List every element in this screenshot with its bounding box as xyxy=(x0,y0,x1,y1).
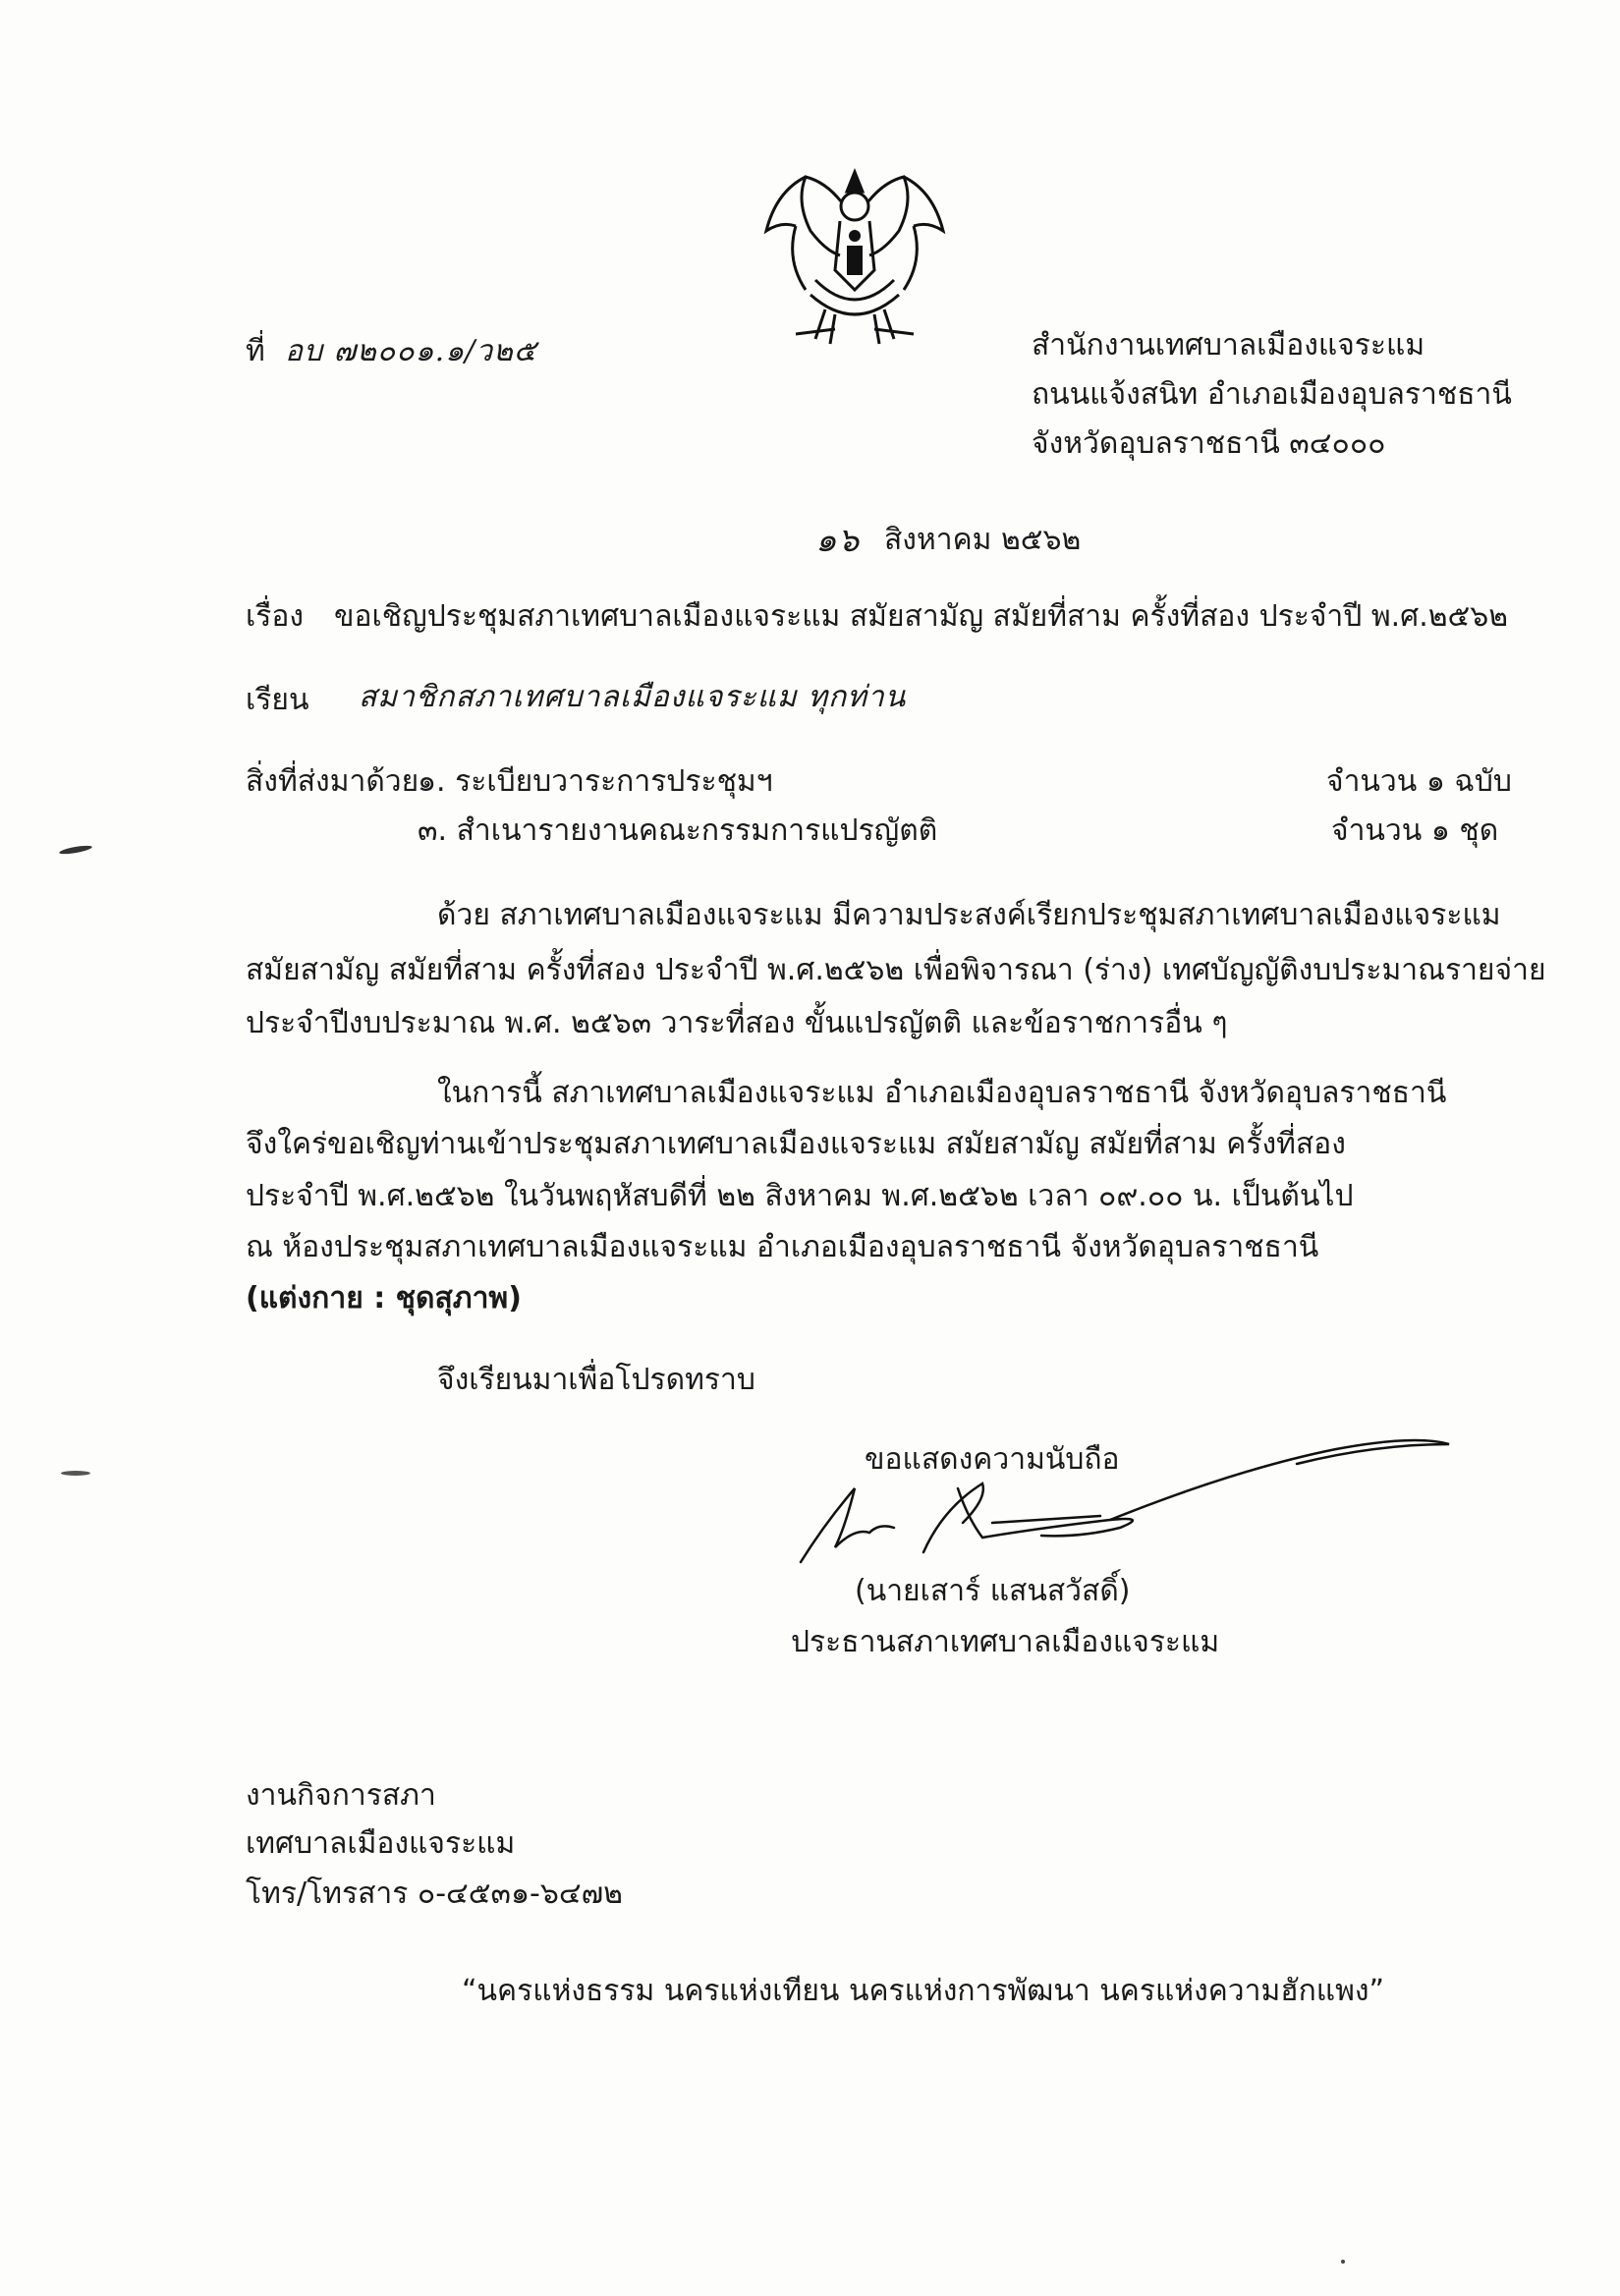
para1-line-2: สมัยสามัญ สมัยที่สาม ครั้งที่สอง ประจำปี พ.ศ.๒๕๖๒ เพื่อพิจารณา (ร่าง) เทศบัญญัติงบประมาณรายจ่าย xyxy=(246,953,1546,987)
subject-label: เรื่อง xyxy=(246,599,305,634)
regards-text: ขอแสดงความนับถือ xyxy=(865,1442,1120,1477)
para2-line-1: ในการนี้ สภาเทศบาลเมืองแจระแม อำเภอเมืองอุบลราชธานี จังหวัดอุบลราชธานี xyxy=(437,1076,1447,1110)
date-month-year: สิงหาคม ๒๕๖๒ xyxy=(884,523,1082,557)
para1-line-3: ประจำปีงบประมาณ พ.ศ. ๒๕๖๓ วาระที่สอง ขั้นแปรญัตติ และข้อราชการอื่น ๆ xyxy=(246,1006,1228,1040)
ref-number: อบ ๗๒๐๐๑.๑/ว๒๕ xyxy=(285,334,537,368)
para2-line-4: ณ ห้องประชุมสภาเทศบาลเมืองแจระแม อำเภอเมืองอุบลราชธานี จังหวัดอุบลราชธานี xyxy=(246,1230,1319,1264)
contact-dept: งานกิจการสภา xyxy=(246,1778,436,1813)
scan-dot xyxy=(1341,2260,1345,2264)
date-day: ๑๖ xyxy=(815,521,861,560)
to-label: เรียน xyxy=(246,683,309,717)
attachment-item: ๑. ระเบียบวาระการประชุมฯ xyxy=(418,764,773,799)
subject-text: ขอเชิญประชุมสภาเทศบาลเมืองแจระแม สมัยสามัญ สมัยที่สาม ครั้งที่สอง ประจำปี พ.ศ.๒๕๖๒ xyxy=(334,599,1509,634)
contact-org: เทศบาลเมืองแจระแม xyxy=(246,1826,516,1861)
dress-code: (แต่งกาย : ชุดสุภาพ) xyxy=(246,1281,522,1316)
signer-position: ประธานสภาเทศบาลเมืองแจระแม xyxy=(791,1625,1220,1659)
para2-line-2: จึงใคร่ขอเชิญท่านเข้าประชุมสภาเทศบาลเมืองแจระแม สมัยสามัญ สมัยที่สาม ครั้งที่สอง xyxy=(246,1127,1346,1161)
sender-line-2: ถนนแจ้งสนิท อำเภอเมืองอุบลราชธานี xyxy=(1032,377,1512,412)
sender-line-3: จังหวัดอุบลราชธานี ๓๔๐๐๐ xyxy=(1032,426,1386,461)
to-text: สมาชิกสภาเทศบาลเมืองแจระแม ทุกท่าน xyxy=(359,680,907,714)
para1-line-1: ด้วย สภาเทศบาลเมืองแจระแม มีความประสงค์เรียกประชุมสภาเทศบาลเมืองแจระแม xyxy=(437,898,1501,932)
attachments-label: สิ่งที่ส่งมาด้วย xyxy=(246,764,419,799)
punch-mark xyxy=(61,1471,90,1476)
ref-label: ที่ xyxy=(246,334,265,368)
signer-name: (นายเสาร์ แสนสวัสดิ์) xyxy=(855,1574,1131,1608)
attachment-qty: จำนวน ๑ ฉบับ xyxy=(1326,764,1512,799)
attachment-qty: จำนวน ๑ ชุด xyxy=(1331,813,1499,848)
sender-line-1: สำนักงานเทศบาลเมืองแจระแม xyxy=(1032,328,1425,363)
closing-text: จึงเรียนมาเพื่อโปรดทราบ xyxy=(437,1363,755,1397)
garuda-emblem-icon xyxy=(756,162,953,349)
punch-mark xyxy=(59,844,93,856)
city-motto: “นครแห่งธรรม นครแห่งเทียน นครแห่งการพัฒนา นครแห่งความฮักแพง” xyxy=(462,1974,1385,2008)
handwritten-signature xyxy=(786,1429,1474,1577)
contact-phone: โทร/โทรสาร ๐-๔๕๓๑-๖๔๗๒ xyxy=(246,1876,623,1911)
attachment-item: ๓. สำเนารายงานคณะกรรมการแปรญัตติ xyxy=(418,813,938,848)
para2-line-3: ประจำปี พ.ศ.๒๕๖๒ ในวันพฤหัสบดีที่ ๒๒ สิงหาคม พ.ศ.๒๕๖๒ เวลา ๐๙.๐๐ น. เป็นต้นไป xyxy=(246,1179,1354,1213)
